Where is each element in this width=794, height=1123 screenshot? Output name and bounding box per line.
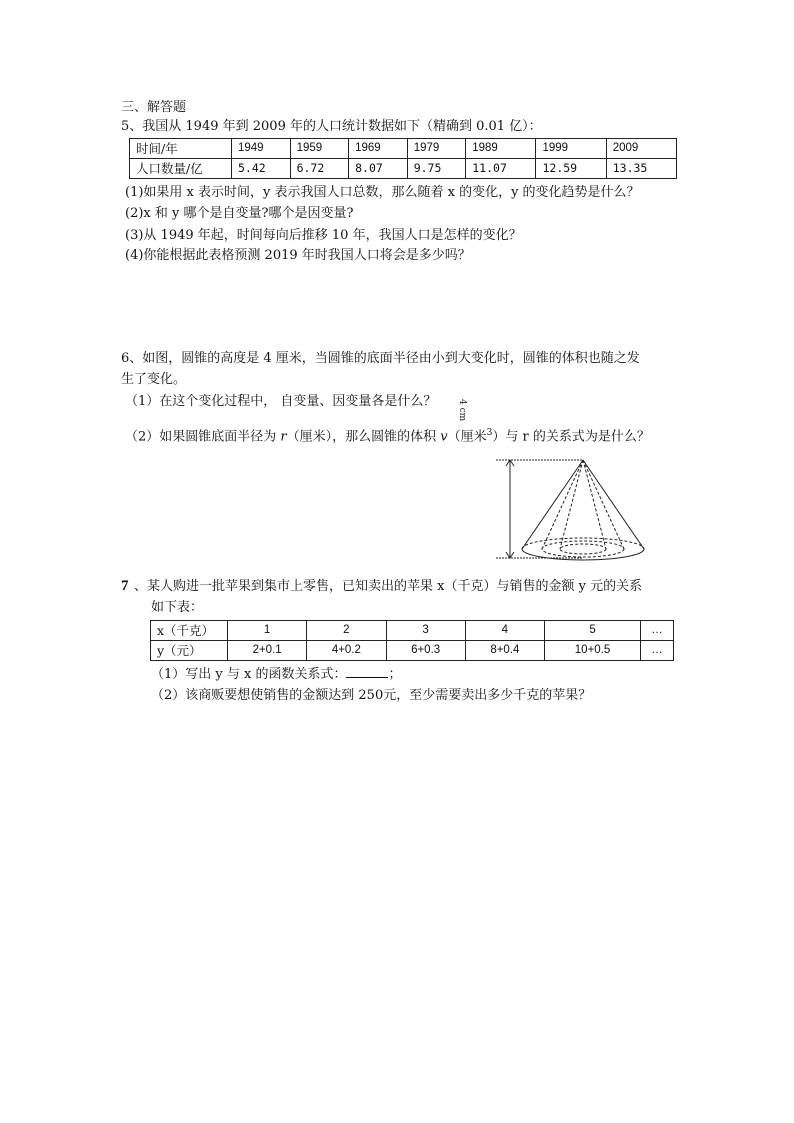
- inner-cone-edge: [583, 460, 606, 549]
- q7-sub1-end: ；: [388, 667, 402, 682]
- inner-base: [542, 541, 624, 557]
- year-cell: 1959: [290, 139, 349, 159]
- row-label-time: 时间/年: [130, 139, 232, 159]
- table-row: [151, 621, 674, 641]
- cone-left-edge: [522, 460, 583, 549]
- radius-variable: r: [280, 429, 287, 445]
- cubed-exponent: 3: [486, 428, 493, 438]
- inner-cone-edge: [542, 460, 583, 549]
- q7-sub2: （2）该商贩要想使销售的金额达到 250元，至少需要卖出多少千克的苹果？: [151, 688, 592, 703]
- height-label: 4 cm: [457, 399, 467, 422]
- volume-variable: v: [440, 429, 448, 445]
- population-cell: 11.07: [466, 159, 536, 179]
- population-cell: 8.07: [349, 159, 408, 179]
- cone-base-front: [522, 549, 644, 560]
- q5-sub3: (3)从 1949 年起，时间每向后推移 10 年，我国人口是怎样的变化？: [125, 228, 522, 243]
- cone-right-edge: [583, 460, 644, 549]
- q7-sub1-text: （1）写出 y 与 x 的函数关系式：: [151, 667, 347, 682]
- x-cell: …: [641, 621, 674, 641]
- population-cell: 6.72: [290, 159, 349, 179]
- x-cell: 5: [545, 621, 641, 641]
- q6-sub2-mid2: （厘米: [447, 429, 487, 445]
- apple-sales-table: [150, 620, 674, 661]
- x-cell: 3: [386, 621, 465, 641]
- y-cell: 4+0.2: [307, 641, 386, 661]
- q6-sub2: [125, 425, 650, 445]
- row-label-y: y（元）: [151, 641, 228, 661]
- inner-cone-edge: [560, 460, 583, 549]
- q6-sub2-mid1: （厘米），那么圆锥的体积: [286, 429, 441, 445]
- x-cell: 4: [465, 621, 544, 641]
- q7-number: 7: [121, 578, 129, 594]
- year-cell: 1979: [407, 139, 466, 159]
- y-cell: 2+0.1: [228, 641, 307, 661]
- x-cell: 2: [307, 621, 386, 641]
- section-heading: 三、解答题: [121, 100, 187, 115]
- q5-sub1: (1)如果用 x 表示时间，y 表示我国人口总数，那么随着 x 的变化，y 的变化趋势是什么？: [125, 185, 640, 200]
- q6-stem-line2: 生了变化。: [121, 372, 187, 387]
- y-cell: 6+0.3: [386, 641, 465, 661]
- y-cell: 8+0.4: [465, 641, 544, 661]
- q7-stem-line1: 、某人购进一批苹果到集市上零售，已知卖出的苹果 x（千克）与销售的金额 y 元的关系: [134, 579, 643, 594]
- population-cell: 9.75: [407, 159, 466, 179]
- q6-sub2-post: ）与 r 的关系式为是什么？: [492, 429, 650, 445]
- q6-sub1: （1）在这个变化过程中， 自变量、因变量各是什么？: [125, 394, 437, 409]
- population-cell: 12.59: [536, 159, 606, 179]
- row-label-population: 人口数量/亿: [130, 159, 232, 179]
- y-cell: …: [641, 641, 674, 661]
- y-cell: 10+0.5: [545, 641, 641, 661]
- inner-cone-edge: [583, 460, 624, 549]
- year-cell: 2009: [606, 139, 676, 159]
- q5-stem: 5、我国从 1949 年到 2009 年的人口统计数据如下（精确到 0.01 亿）：: [121, 119, 542, 134]
- x-cell: 1: [228, 621, 307, 641]
- answer-blank[interactable]: [346, 665, 388, 678]
- q5-sub4: (4)你能根据此表格预测 2019 年时我国人口将会是多少吗？: [125, 248, 471, 263]
- q5-sub2: (2)x 和 y 哪个是自变量?哪个是因变量?: [125, 206, 354, 221]
- year-cell: 1999: [536, 139, 606, 159]
- population-cell: 5.42: [232, 159, 291, 179]
- inner-base: [560, 544, 606, 554]
- q7-sub1: [151, 665, 402, 683]
- year-cell: 1949: [232, 139, 291, 159]
- q6-stem-line1: 6、如图，圆锥的高度是 4 厘米，当圆锥的底面半径由小到大变化时，圆锥的体积也随之发: [121, 351, 640, 366]
- population-cell: 13.35: [606, 159, 676, 179]
- table-row: [130, 139, 677, 159]
- row-label-x: x（千克）: [151, 621, 228, 641]
- year-cell: 1989: [466, 139, 536, 159]
- table-row: [130, 159, 677, 179]
- population-table: [129, 138, 677, 179]
- year-cell: 1969: [349, 139, 408, 159]
- q7-stem-line2: 如下表：: [151, 600, 204, 615]
- q6-sub2-pre: （2）如果圆锥底面半径为: [125, 429, 281, 445]
- table-row: [151, 641, 674, 661]
